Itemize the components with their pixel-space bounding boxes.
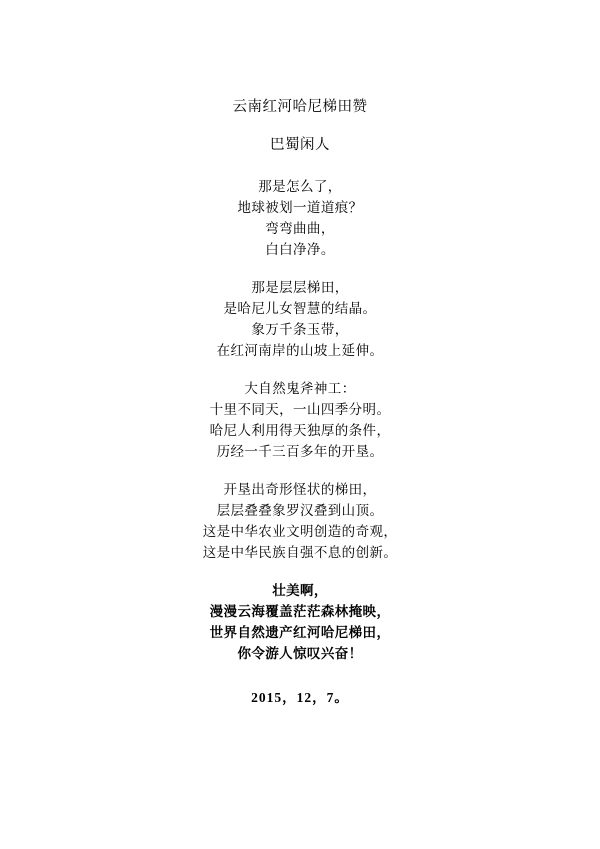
poem-stanza <box>203 479 398 563</box>
poem-line: 开垦出奇形怪状的梯田， <box>223 482 377 497</box>
poem-line: 你令游人惊叹兴奋！ <box>237 646 363 661</box>
poem-line: 大自然鬼斧神工： <box>244 381 356 396</box>
poem-line: 在红河南岸的山坡上延伸。 <box>216 343 384 358</box>
poem-line: 白白净净。 <box>265 242 335 257</box>
document-date: 2015，12，7。 <box>251 690 349 705</box>
poem-stanza <box>203 176 398 260</box>
poem-stanza <box>203 580 398 664</box>
poem-line: 这是中华民族自强不息的创新。 <box>202 545 398 560</box>
poem-line: 这是中华农业文明创造的奇观， <box>202 524 398 539</box>
poem-stanza <box>203 378 398 462</box>
author-name: 巴蜀闲人 <box>270 137 330 153</box>
poem-line: 历经一千三百多年的开垦。 <box>216 444 384 459</box>
page-title: 云南红河哈尼梯田赞 <box>232 99 368 115</box>
poem-line: 那是怎么了， <box>258 179 342 194</box>
poem-stanza <box>203 277 398 361</box>
poem-line: 哈尼人利用得天独厚的条件， <box>209 423 391 438</box>
poem-line: 是哈尼儿女智慧的结晶。 <box>223 301 377 316</box>
poem-line: 象万千条玉带， <box>251 322 349 337</box>
poem-line: 弯弯曲曲， <box>265 221 335 236</box>
poem-body <box>203 176 398 681</box>
poem-line: 十里不同天，一山四季分明。 <box>209 402 391 417</box>
poem-line: 地球被划一道道痕？ <box>237 200 363 215</box>
poem-line: 层层叠叠象罗汉叠到山顶。 <box>216 503 384 518</box>
poem-line: 漫漫云海覆盖茫茫森林掩映， <box>209 604 391 619</box>
poem-line: 那是层层梯田， <box>251 280 349 295</box>
poem-line: 世界自然遗产红河哈尼梯田， <box>209 625 391 640</box>
poem-line: 壮美啊， <box>272 583 328 598</box>
